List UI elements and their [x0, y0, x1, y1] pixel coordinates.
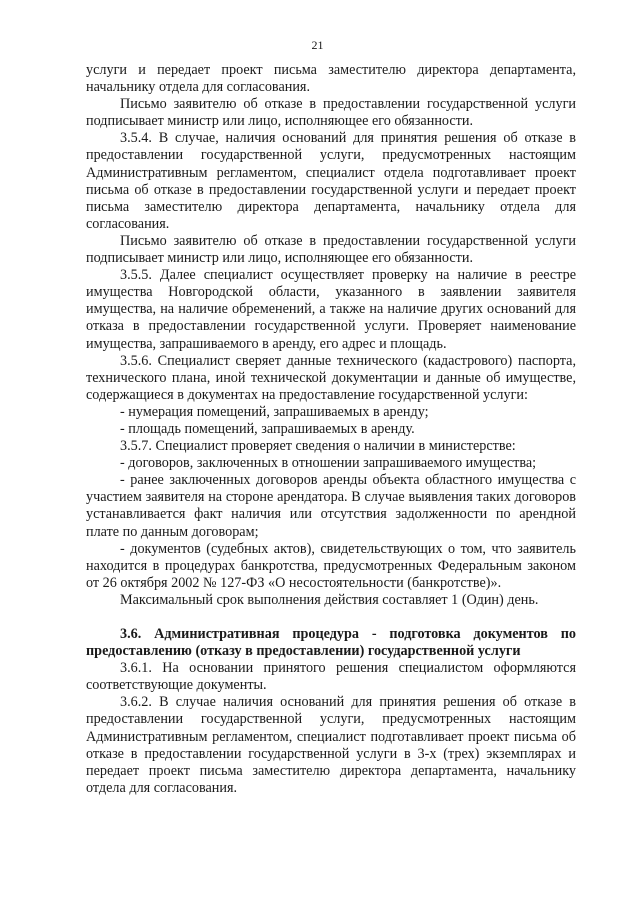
page-number: 21: [311, 38, 324, 52]
paragraph: 3.5.6. Специалист сверяет данные технического (кадастрового) паспорта, технического плана, иной технической документации и данные об имуществе, содержащиеся в документах на предоставление государственной услуги:: [86, 352, 576, 403]
list-item: - площадь помещений, запрашиваемых в аренду.: [120, 420, 415, 437]
paragraph: Письмо заявителю об отказе в предоставлении государственной услуги подписывает министр или лицо, исполняющее его обязанности.: [86, 96, 576, 130]
list-item: - ранее заключенных договоров аренды объекта областного имущества с участием заявителя на стороне арендатора. В случае выявления таких договоров устанавливается факт наличия или отсутствия задолженности по арендной плате по данным договорам;: [86, 472, 576, 540]
list-item: - договоров, заключенных в отношении запрашиваемого имущества;: [120, 455, 537, 472]
list-item: - нумерация помещений, запрашиваемых в аренду;: [120, 403, 429, 420]
paragraph: 3.6.1. На основании принятого решения специалистом оформляются соответствующие документы.: [86, 660, 576, 694]
paragraph: 3.6.2. В случае наличия оснований для принятия решения об отказе в предоставлении государственной услуги, предусмотренных настоящим Административным регламентом, специалист подготавливает проект письма об отказе в предоставлении государственной услуги в 3-х (трех) экземплярах и передает проект письма заместителю директора департамента, начальнику отдела для согласования.: [86, 694, 576, 796]
paragraph: Максимальный срок выполнения действия составляет 1 (Один) день.: [120, 591, 539, 608]
paragraph: 3.5.4. В случае, наличия оснований для принятия решения об отказе в предоставлении государственной услуги, предусмотренных настоящим Административным регламентом, специалист отдела подготавливает проект письма об отказе в предоставлении государственной услуги и передает проект письма заместителю директора департамента, начальнику отдела для согласования.: [86, 130, 576, 232]
list-item: - документов (судебных актов), свидетельствующих о том, что заявитель находится в процедурах банкротства, предусмотренных Федеральным законом от 26 октября 2002 № 127-ФЗ «О несостоятельности (банкротстве)».: [86, 540, 576, 591]
section-heading: 3.6. Административная процедура - подготовка документов по предоставлению (отказу в предоставлении) государственной услуги: [86, 626, 576, 660]
paragraph: 3.5.7. Специалист проверяет сведения о наличии в министерстве:: [120, 438, 516, 455]
paragraph: Письмо заявителю об отказе в предоставлении государственной услуги подписывает министр или лицо, исполняющее его обязанности.: [86, 232, 576, 267]
document-body: [86, 62, 576, 797]
paragraph: 3.5.5. Далее специалист осуществляет проверку на наличие в реестре имущества Новгородской области, указанного в заявлении заявителя имущества, на наличие обременений, а также на наличие других оснований для отказа в предоставлении государственной услуги. Проверяет наименование имущества, запрашиваемого в аренду, его адрес и площадь.: [86, 267, 576, 352]
paragraph: услуги и передает проект письма заместителю директора департамента, начальнику отдела для согласования.: [86, 62, 576, 96]
